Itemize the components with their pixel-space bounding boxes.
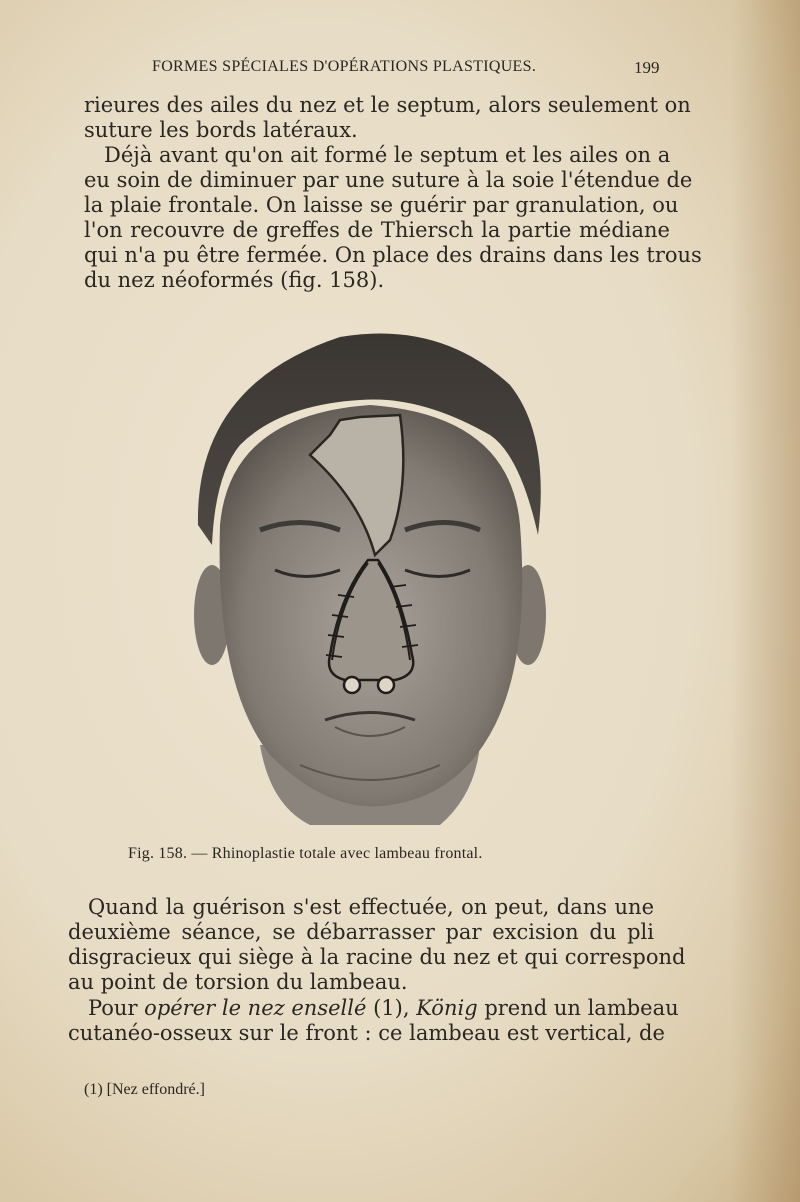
page-edge-shading <box>730 0 800 1202</box>
running-head <box>0 58 800 84</box>
text-line: Déjà avant qu'on ait formé le septum et les ailes on a <box>104 143 671 167</box>
text-line: rieures des ailes du nez et le septum, alors seulement on <box>84 93 691 117</box>
footnote: (1) [Nez effondré.] <box>84 1081 205 1098</box>
text-line: du nez néoformés (fig. 158). <box>84 268 385 292</box>
text-line: deuxième séance, se débarrasser par excision du pli <box>68 920 654 944</box>
text-line: qui n'a pu être fermée. On place des drains dans les trous <box>84 243 702 267</box>
paragraph-1 <box>84 93 702 293</box>
text-line: eu soin de diminuer par une suture à la soie l'étendue de <box>84 168 693 192</box>
text-line <box>68 996 679 1021</box>
text-line: au point de torsion du lambeau. <box>68 970 408 994</box>
figure-caption: Fig. 158. — Rhinoplastie totale avec lambeau frontal. <box>128 845 483 862</box>
running-title: FORMES SPÉCIALES D'OPÉRATIONS PLASTIQUES. <box>152 58 537 75</box>
text-line: la plaie frontale. On laisse se guérir par granulation, ou <box>84 193 679 217</box>
page-number: 199 <box>634 58 660 77</box>
text-run: prend un lambeau <box>477 996 679 1020</box>
text-line: cutanéo-osseux sur le front : ce lambeau est vertical, de <box>68 1021 665 1045</box>
text-line: l'on recouvre de greffes de Thiersch la partie médiane <box>84 218 670 242</box>
paragraph-4 <box>68 996 679 1046</box>
paragraph-3 <box>68 895 686 995</box>
italic-run: opérer le nez ensellé <box>144 996 367 1020</box>
text-line: disgracieux qui siège à la racine du nez et qui correspond <box>68 945 686 969</box>
text-line: suture les bords latéraux. <box>84 118 358 142</box>
figure-rhinoplasty-illustration <box>190 325 550 830</box>
text-line: Quand la guérison s'est effectuée, on peut, dans une <box>88 895 654 919</box>
text-run: (1), <box>366 996 417 1020</box>
text-run: Pour <box>88 996 145 1020</box>
italic-run: König <box>416 996 478 1020</box>
